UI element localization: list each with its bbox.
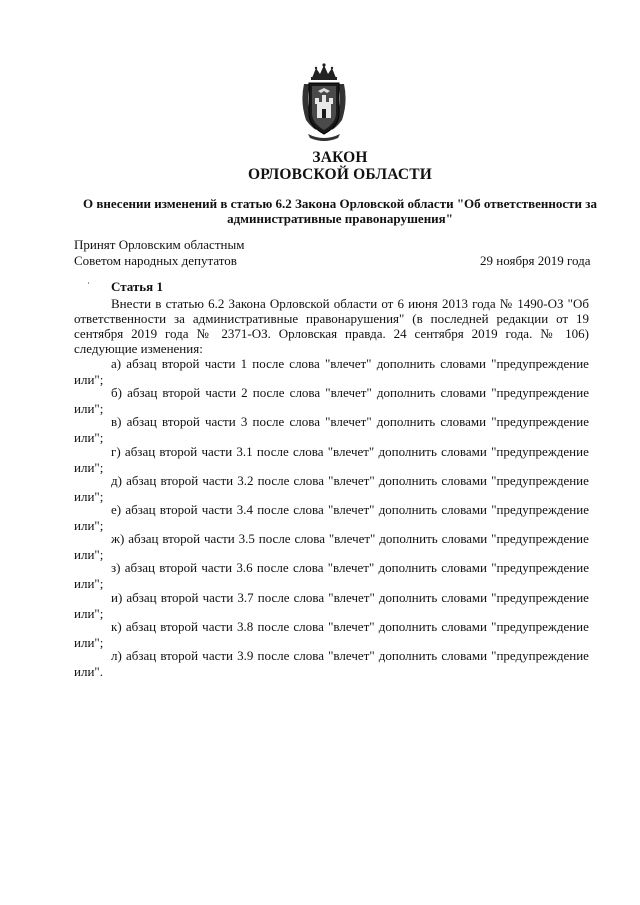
amendment-word: 3.7	[237, 589, 254, 605]
amendment-word: "влечет"	[328, 618, 375, 634]
amendment-word: второй	[162, 531, 201, 547]
adopted-by	[74, 237, 244, 269]
amendment-word: слова	[293, 502, 324, 517]
amendment-word: второй	[161, 356, 200, 371]
amendment-word: абзац	[126, 472, 157, 488]
amendment-item-end: или";	[74, 459, 104, 475]
amendment-word: второй	[160, 589, 199, 605]
amendment-word: слова	[293, 618, 324, 634]
amendment-word: словами	[441, 648, 488, 663]
amendment-item-end: или";	[74, 518, 104, 533]
amendment-word: "влечет"	[328, 648, 375, 663]
amendment-word: слова	[294, 531, 325, 547]
amendment-word: дополнить	[376, 356, 436, 371]
amendment-word: дополнить	[376, 414, 436, 430]
amendment-word: дополнить	[378, 589, 438, 605]
amendment-word: части	[204, 414, 236, 430]
amendment-word: абзац	[125, 502, 156, 517]
amendment-word: второй	[162, 385, 201, 401]
amendment-word: слова	[293, 589, 325, 605]
amendment-word: части	[201, 443, 233, 459]
amendment-word: части	[204, 356, 236, 371]
amendment-word: словами	[441, 443, 487, 459]
amendment-word: словами	[441, 472, 488, 488]
amendment-item	[74, 619, 589, 651]
amendment-word: дополнить	[378, 443, 437, 459]
amendment-word: "предупреждение	[491, 472, 589, 488]
scan-speck	[88, 282, 89, 284]
amendment-word: дополнить	[378, 618, 438, 634]
amendment-word: второй	[159, 502, 198, 517]
amendment-word: части	[202, 589, 234, 605]
amendment-word: "влечет"	[327, 560, 375, 576]
article-intro: Внести в статью 6.2 Закона Орловской области от 6 июня 2013 года № 1490-ОЗ "Об ответственности за административные правонарушения" (в последней редакции от 19 сентября 2019 года № 2371-ОЗ. Орловская правда. 24 сентября 2019 года. № 106) следующие изменения:	[74, 296, 589, 356]
amendment-word: е)	[111, 502, 122, 517]
amendment-word: "предупреждение	[491, 356, 589, 371]
amendment-word: словами	[440, 356, 486, 371]
amendment-word: словами	[441, 531, 488, 547]
amendment-item-end: или";	[74, 372, 104, 387]
amendment-item	[74, 560, 589, 592]
amendment-word: после	[258, 531, 291, 547]
amendment-word: слова	[293, 472, 325, 488]
amendment-word: "предупреждение	[491, 385, 589, 401]
amendment-word: в)	[111, 414, 122, 430]
amendment-word: слова	[289, 385, 321, 401]
adopted-date: 29 ноября 2019 года	[480, 253, 591, 268]
amendment-word: "влечет"	[327, 502, 375, 517]
amendment-word: дополнить	[376, 385, 436, 401]
amendment-word: и)	[111, 589, 123, 605]
amendment-word: после	[257, 472, 290, 488]
amendment-word: словами	[441, 589, 488, 605]
amendment-item	[74, 444, 589, 476]
amendment-word: 2	[241, 385, 248, 401]
amendment-word: 3.4	[236, 502, 253, 517]
amendment-word: после	[252, 414, 285, 430]
amendment-item-end: или";	[74, 430, 104, 446]
amendment-item	[74, 414, 589, 446]
amendment-item-text	[74, 414, 589, 430]
amendment-word: "предупреждение	[491, 531, 589, 547]
amendment-word: д)	[111, 472, 122, 488]
amendment-word: ж)	[111, 531, 125, 547]
amendment-word: абзац	[124, 560, 155, 576]
amendment-word: "предупреждение	[491, 502, 589, 517]
amendment-word: абзац	[124, 443, 156, 459]
amendment-word: л)	[111, 648, 122, 663]
amendment-word: з)	[111, 560, 121, 576]
amendment-item	[74, 385, 589, 417]
amendment-word: слова	[289, 414, 320, 430]
amendment-word: 3.5	[238, 531, 255, 547]
amendment-word: к)	[111, 618, 122, 634]
amendment-word: части	[205, 385, 237, 401]
amendment-item-text	[74, 619, 589, 635]
law-title: ЗАКОН	[312, 149, 368, 166]
amendment-item	[74, 648, 589, 680]
amendment-word: после	[257, 618, 290, 634]
amendment-word: словами	[441, 502, 488, 517]
amendment-word: части	[201, 502, 233, 517]
amendment-word: после	[257, 589, 290, 605]
amendment-word: "предупреждение	[491, 648, 589, 663]
amendment-item-text	[74, 502, 589, 518]
amendment-word: "предупреждение	[491, 589, 589, 605]
amendment-item-text	[74, 648, 589, 664]
adopted-line-2: Советом народных депутатов	[74, 253, 237, 268]
amendment-word: 3.8	[237, 618, 254, 634]
amendment-item	[74, 502, 589, 534]
amendment-word: словами	[440, 385, 487, 401]
amendment-word: части	[202, 648, 233, 663]
amendment-item	[74, 531, 589, 563]
amendment-word: части	[201, 560, 233, 576]
amendment-item-text	[74, 444, 589, 460]
amendment-word: абзац	[127, 385, 158, 401]
adopted-line-1: Принят Орловским областным	[74, 237, 245, 252]
amendment-item-end: или";	[74, 634, 104, 650]
amendment-item-end: или";	[74, 605, 104, 621]
amendment-word: дополнить	[379, 531, 438, 547]
amendment-word: 3.2	[237, 472, 254, 488]
amendment-item-end: или".	[74, 664, 103, 679]
amendment-word: второй	[159, 560, 198, 576]
amendment-word: "предупреждение	[491, 443, 589, 459]
amendment-word: "влечет"	[328, 589, 375, 605]
amendment-word: после	[252, 385, 285, 401]
amendment-word: "влечет"	[325, 414, 372, 430]
amendment-word: г)	[111, 443, 121, 459]
amendment-word: дополнить	[378, 648, 438, 663]
amendment-word: дополнить	[378, 472, 438, 488]
amendment-word: "влечет"	[328, 472, 375, 488]
amendment-item-text	[74, 385, 589, 401]
amendment-word: абзац	[128, 531, 159, 547]
amendment-word: 3	[240, 414, 248, 430]
amendment-word: второй	[159, 443, 198, 459]
amendment-word: дополнить	[378, 560, 437, 576]
amendment-item-text	[74, 590, 589, 606]
amendment-word: после	[256, 560, 289, 576]
amendment-word: словами	[440, 414, 487, 430]
amendment-item-end: или";	[74, 488, 104, 504]
article-heading: Статья 1	[111, 279, 163, 294]
amendment-word: второй	[160, 472, 199, 488]
amendment-item-text	[74, 356, 589, 372]
amendment-word: после	[257, 502, 290, 517]
amendment-word: а)	[111, 356, 122, 371]
amendment-word: "влечет"	[327, 443, 375, 459]
amendment-word: словами	[441, 618, 487, 634]
amendment-item	[74, 473, 589, 505]
amendment-word: "предупреждение	[491, 618, 589, 634]
amendment-word: абзац	[126, 414, 157, 430]
amendment-item	[74, 356, 589, 388]
coat-of-arms-icon	[298, 62, 350, 144]
amendment-word: "влечет"	[328, 531, 376, 547]
amendment-item-end: или";	[74, 401, 104, 417]
amendment-word: дополнить	[378, 502, 438, 517]
amendment-item-text	[74, 473, 589, 489]
amendment-word: "предупреждение	[491, 560, 589, 576]
amendment-word: слова	[292, 560, 324, 576]
amendment-word: 3.6	[236, 560, 253, 576]
amendment-word: "предупреждение	[491, 414, 589, 430]
region-title: ОРЛОВСКОЙ ОБЛАСТИ	[247, 166, 433, 183]
amendment-word: второй	[160, 648, 199, 663]
amendment-word: "влечет"	[325, 385, 372, 401]
amendment-word: второй	[162, 414, 200, 430]
amendment-word: абзац	[125, 648, 157, 663]
amendment-word: 3.9	[237, 648, 254, 663]
amendment-item-text	[74, 560, 589, 576]
amendment-item	[74, 590, 589, 622]
amendment-word: б)	[111, 385, 122, 401]
amendment-word: после	[252, 356, 285, 371]
amendment-word: слова	[289, 356, 320, 371]
amendment-word: слова	[293, 648, 324, 663]
amendment-word: слова	[292, 443, 324, 459]
amendment-word: второй	[160, 618, 198, 634]
amendment-word: абзац	[125, 618, 157, 634]
amendment-word: части	[204, 531, 235, 547]
law-subtitle: О внесении изменений в статью 6.2 Закона Орловской области "Об ответственности за административные правонарушения"	[82, 196, 597, 226]
amendment-item-text	[74, 531, 589, 547]
amendment-word: части	[202, 472, 234, 488]
amendment-word: словами	[441, 560, 487, 576]
amendment-word: "влечет"	[324, 356, 372, 371]
amendment-word: после	[257, 648, 290, 663]
amendment-item-end: или";	[74, 547, 104, 563]
amendment-word: 3.1	[236, 443, 253, 459]
amendment-item-end: или";	[74, 576, 104, 592]
amendment-word: после	[256, 443, 289, 459]
amendment-word: 1	[240, 356, 248, 371]
amendment-word: части	[202, 618, 233, 634]
amendment-word: абзац	[126, 589, 157, 605]
amendment-word: абзац	[126, 356, 157, 371]
